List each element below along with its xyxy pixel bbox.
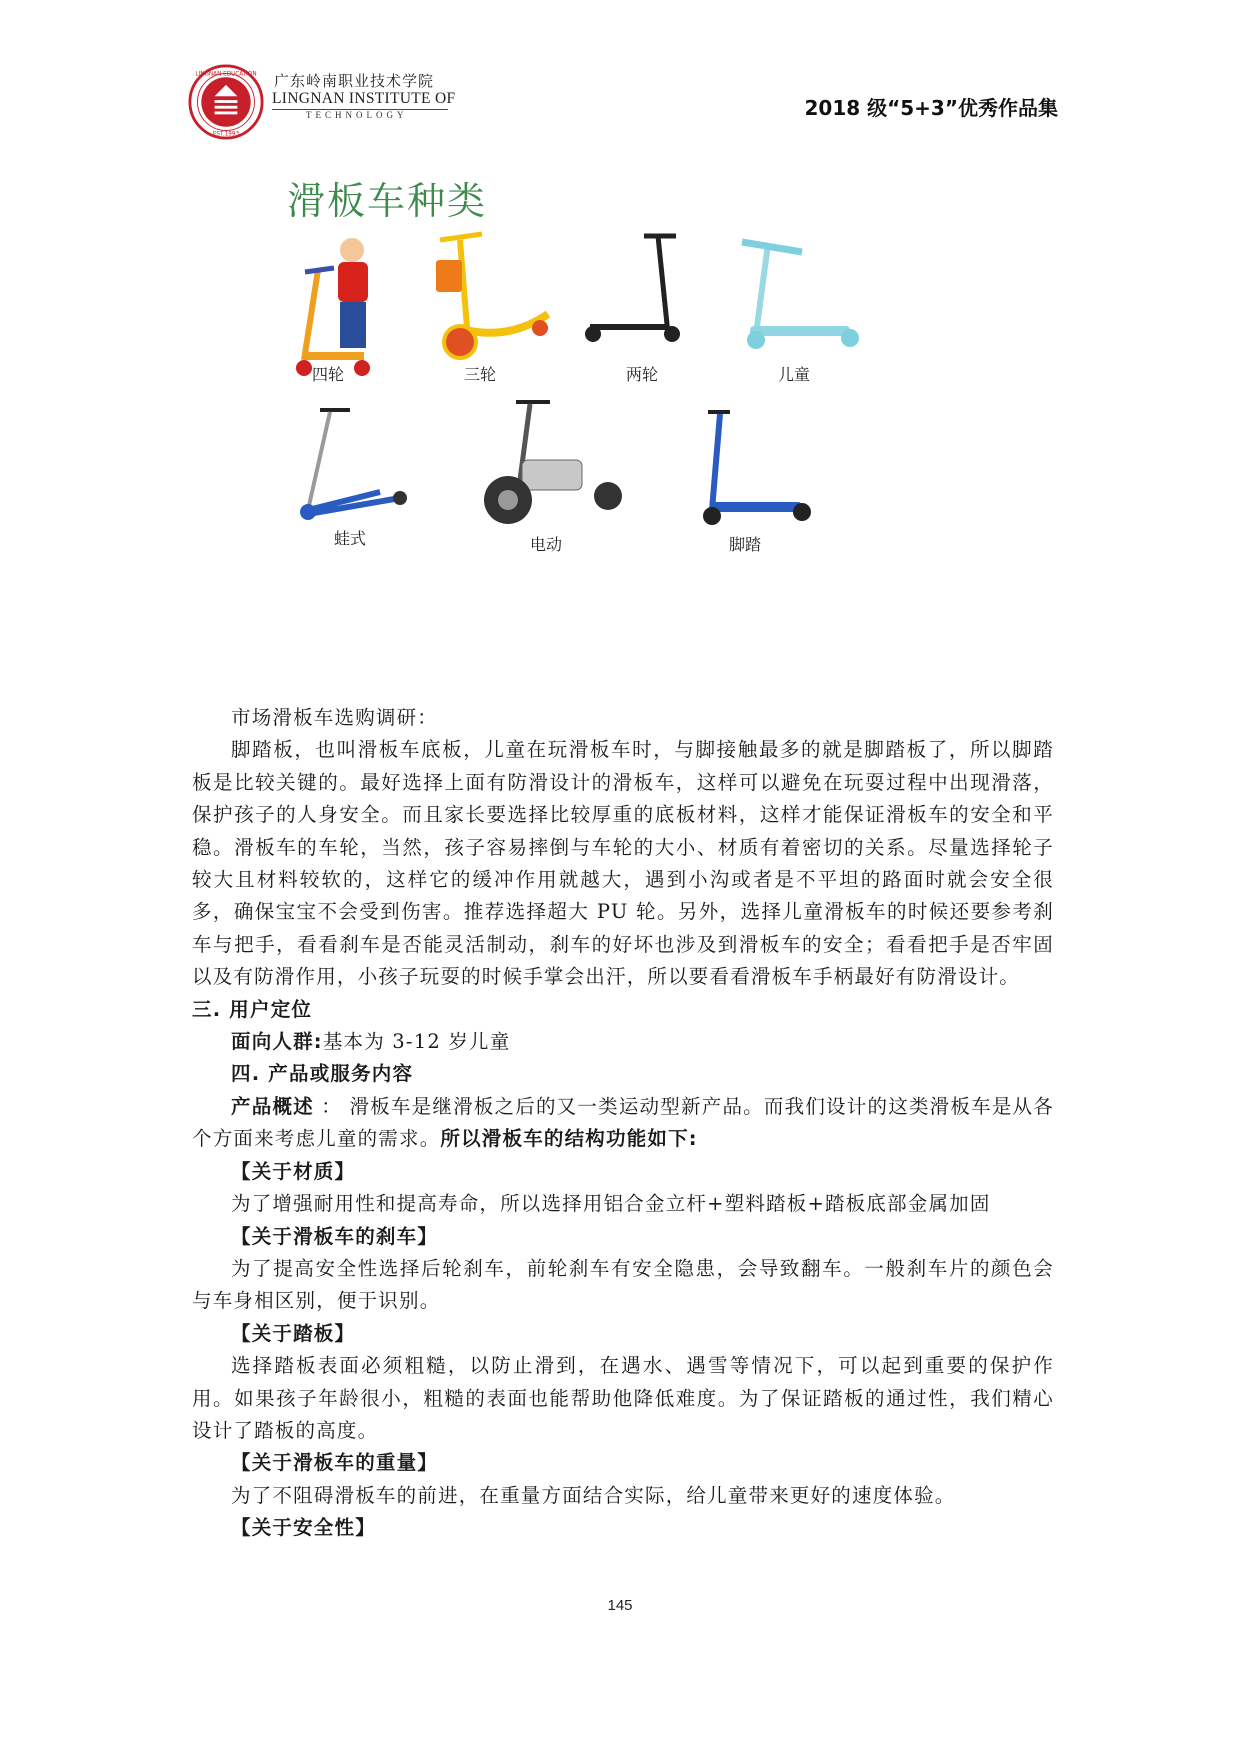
material-text: 为了增强耐用性和提高寿命，所以选择用铝合金立杆+塑料踏板+踏板底部金属加固 xyxy=(231,1192,991,1216)
body-text xyxy=(192,702,1054,1545)
pedal-text: 选择踏板表面必须粗糙，以防止滑到，在遇水、遇雪等情况下，可以起到重要的保护作用。如果孩子年龄很小，粗糙的表面也能帮助他降低难度。为了保证踏板的通过性，我们精心设计了踏板的高度。 xyxy=(192,1354,1054,1442)
brake-text: 为了提高安全性选择后轮刹车，前轮刹车有安全隐患，会导致翻车。一般刹车片的颜色会与车身相区别，便于识别。 xyxy=(192,1256,1054,1313)
pedal-heading: 【关于踏板】 xyxy=(231,1321,356,1345)
scooter-types-illustration xyxy=(290,230,1030,630)
target-audience xyxy=(192,1026,1054,1058)
page-number: 145 xyxy=(607,1597,633,1614)
overview-text: ： 滑板车是继滑板之后的又一类运动型新产品。而我们设计的这类滑板车是从各个方面来考虑儿童的需求。 xyxy=(192,1094,1054,1151)
research-paragraph: 脚踏板，也叫滑板车底板，儿童在玩滑板车时，与脚接触最多的就是脚踏板了，所以脚踏板是比较关键的。最好选择上面有防滑设计的滑板车，这样可以避免在玩耍过程中出现滑落，保护孩子的人身安全。而且家长要选择比较厚重的底板材料，这样才能保证滑板车的安全和平稳。滑板车的车轮，当然，孩子容易摔倒与车轮的大小、材质有着密切的关系。尽量选择轮子较大且材料较软的，这样它的缓冲作用就越大，遇到小沟或者是不平坦的路面时就会安全很多，确保宝宝不会受到伤害。推荐选择超大 PU 轮。另外，选择儿童滑板车的时候还要参考刹车与把手，看看刹车是否能灵活制动，刹车的好坏也涉及到滑板车的安全；看看把手是否牢固以及有防滑作用，小孩子玩耍的时候手掌会出汗，所以要看看滑板车手柄最好有防滑设计。 xyxy=(192,738,1054,989)
caption-four-wheel: 四轮 xyxy=(311,365,345,384)
electric-scooter-image xyxy=(484,402,622,524)
three-wheel-scooter-image xyxy=(436,234,548,358)
caption-electric: 电动 xyxy=(529,535,563,554)
page-header xyxy=(188,60,1058,138)
seal-bottom-text: EST.1993 xyxy=(212,131,240,138)
weight-text: 为了不阻碍滑板车的前进，在重量方面结合实际，给儿童带来更好的速度体验。 xyxy=(231,1483,956,1507)
kids-scooter-image xyxy=(742,242,859,349)
overview-paragraph xyxy=(192,1091,1054,1156)
safety-heading: 【关于安全性】 xyxy=(231,1516,376,1540)
target-text: 基本为 3-12 岁儿童 xyxy=(322,1030,511,1054)
brake-heading: 【关于滑板车的刹车】 xyxy=(231,1224,439,1248)
four-wheel-scooter-image xyxy=(296,238,370,376)
institute-name-en: LINGNAN INSTITUTE OF xyxy=(272,90,456,107)
figure-title: 滑板车种类 xyxy=(287,179,488,223)
caption-kids: 儿童 xyxy=(777,365,811,384)
section-4-heading: 四. 产品或服务内容 xyxy=(231,1062,414,1086)
material-heading: 【关于材质】 xyxy=(231,1159,356,1183)
overview-label: 产品概述 xyxy=(231,1094,314,1118)
seal-top-text: LINGNAN EDUCATION xyxy=(195,71,257,78)
two-wheel-scooter-image xyxy=(585,236,680,342)
kick-scooter-image xyxy=(703,412,811,525)
institute-seal-logo xyxy=(188,64,264,140)
caption-two-wheel: 两轮 xyxy=(625,365,659,384)
institute-name-cn: 广东岭南职业技术学院 xyxy=(274,72,435,90)
weight-heading: 【关于滑板车的重量】 xyxy=(231,1451,439,1475)
research-intro: 市场滑板车选购调研： xyxy=(231,706,439,729)
caption-three-wheel: 三轮 xyxy=(463,365,497,384)
caption-frog: 蛙式 xyxy=(333,529,367,548)
collection-title: 2018 级“5+3”优秀作品集 xyxy=(804,96,1058,120)
section-3-heading: 三. 用户定位 xyxy=(192,997,313,1021)
target-label: 面向人群: xyxy=(231,1030,323,1054)
frog-scooter-image xyxy=(300,410,407,520)
caption-kick: 脚踏 xyxy=(728,535,762,554)
institute-name-en-line2: TECHNOLOGY xyxy=(306,110,408,120)
overview-bold: 所以滑板车的结构功能如下: xyxy=(440,1127,698,1151)
